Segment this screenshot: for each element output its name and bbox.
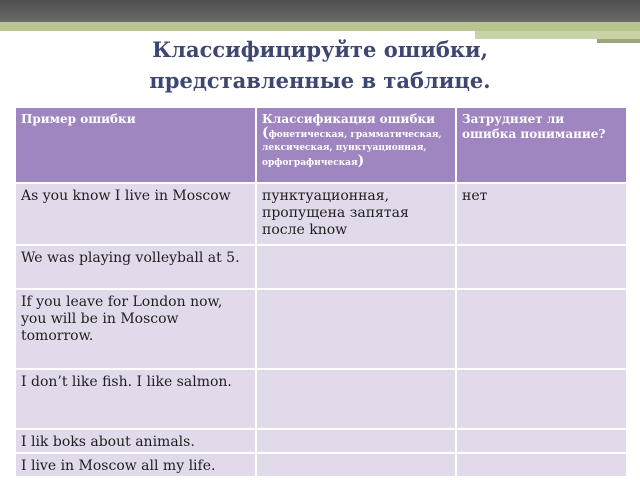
cell-example: I lik boks about animals. [15,429,256,453]
cell-understanding [456,245,627,289]
cell-classification [256,245,456,289]
errors-table [14,106,628,478]
top-decor-bar [0,0,640,22]
table-row [15,453,627,477]
paren-close: ) [357,153,365,169]
cell-understanding [456,289,627,369]
header-example [15,107,256,183]
table-row [15,429,627,453]
cell-understanding [456,453,627,477]
cell-classification [256,369,456,429]
table-row [15,183,627,245]
cell-understanding: нет [456,183,627,245]
cell-understanding [456,429,627,453]
header-classification-sub [262,127,450,170]
slide-title [60,34,580,96]
table-row [15,369,627,429]
cell-example: As you know I live in Moscow [15,183,256,245]
top-accent-tab [597,39,640,43]
cell-classification [256,289,456,369]
table-row [15,245,627,289]
header-classification-label: Классификация ошибки [262,112,436,126]
cell-classification [256,453,456,477]
header-understanding-label: Затрудняет ли ошибка понимание? [462,112,606,141]
header-classification [256,107,456,183]
header-classification-types: фонетическая, грамматическая, лексическая, пунктуационная, орфографическая [262,130,442,168]
cell-understanding [456,369,627,429]
table-row [15,289,627,369]
cell-classification: пунктуационная, пропущена запятая после know [256,183,456,245]
cell-example: I live in Moscow all my life. [15,453,256,477]
cell-example: I don’t like fish. I like salmon. [15,369,256,429]
cell-classification [256,429,456,453]
table-header-row [15,107,627,183]
cell-example: We was playing volleyball at 5. [15,245,256,289]
slide-title-line-1: Классифицируйте ошибки, [152,37,488,62]
cell-example: If you leave for London now, you will be in Moscow tomorrow. [15,289,256,369]
top-accent-bar [0,22,640,31]
slide-title-line-2: представленные в таблице. [149,68,491,93]
paren-open: ( [262,125,269,141]
header-example-label: Пример ошибки [21,112,136,126]
header-understanding [456,107,627,183]
